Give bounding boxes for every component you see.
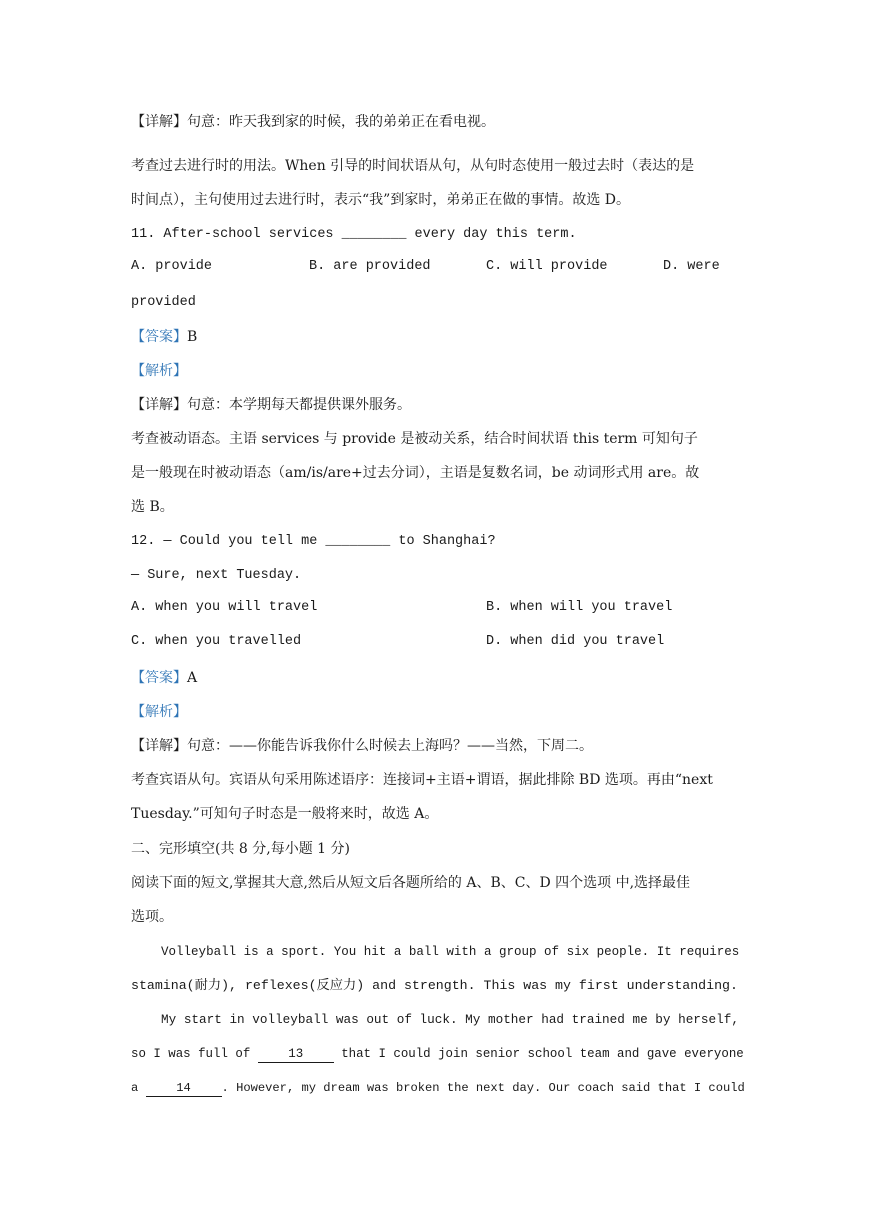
q11-option-a: A. provide — [131, 259, 213, 274]
q12-stem: 12. — Could you tell me ________ to Shanghai? — [131, 534, 496, 549]
passage-p2-line3 — [131, 1078, 745, 1098]
q11-option-d: D. were — [663, 259, 720, 274]
q10-explain-line2: 时间点），主句使用过去进行时，表示“我”到家时，弟弟正在做的事情。故选 D。 — [131, 192, 630, 208]
passage-p2-line1: My start in volleyball was out of luck. My mother had trained me by herself, — [161, 1012, 739, 1027]
q11-option-c: C. will provide — [486, 259, 608, 274]
q12-option-a: A. when you will travel — [131, 600, 318, 615]
q11-option-b: B. are provided — [309, 259, 431, 274]
q11-explain-line2: 是一般现在时被动语态（am/is/are+过去分词），主语是复数名词，be 动词形式用 are。故 — [131, 465, 700, 481]
q12-option-c: C. when you travelled — [131, 634, 302, 649]
passage-p1-line1: Volleyball is a sport. You hit a ball with a group of six people. It requires — [161, 945, 740, 959]
q12-option-b: B. when will you travel — [486, 600, 673, 615]
q12-reply: — Sure, next Tuesday. — [131, 568, 302, 583]
blank-13: 13 — [258, 1046, 334, 1063]
q11-answer-value: B — [187, 329, 198, 345]
passage-text: that I could join senior school team and gave everyone — [333, 1047, 744, 1061]
section2-instructions-line1: 阅读下面的短文,掌握其大意,然后从短文后各题所给的 A、B、C、D 四个选项 中,选择最佳 — [131, 875, 691, 891]
q10-detail: 【详解】句意：昨天我到家的时候，我的弟弟正在看电视。 — [131, 114, 495, 130]
q11-answer — [131, 327, 197, 347]
q12-analysis-tag: 【解析】 — [131, 704, 187, 720]
q12-answer-value: A — [187, 670, 198, 686]
q12-answer — [131, 668, 197, 688]
q11-explain-line3: 选 B。 — [131, 499, 174, 515]
passage-p2-line2 — [131, 1044, 744, 1064]
q11-explain-line1: 考查被动语态。主语 services 与 provide 是被动关系，结合时间状语 this term 可知句子 — [131, 431, 698, 447]
section2-instructions-line2: 选项。 — [131, 909, 173, 925]
blank-14: 14 — [146, 1080, 222, 1097]
section2-heading: 二、完形填空(共 8 分,每小题 1 分) — [131, 841, 350, 857]
q11-analysis-tag: 【解析】 — [131, 363, 187, 379]
q12-explain-line2: Tuesday.”可知句子时态是一般将来时，故选 A。 — [131, 806, 439, 822]
passage-text: . However, my dream was broken the next day. Our coach said that I could — [221, 1081, 745, 1095]
q11-detail: 【详解】句意：本学期每天都提供课外服务。 — [131, 397, 411, 413]
passage-text: so I was full of — [131, 1047, 258, 1061]
q12-answer-tag: 【答案】 — [131, 670, 187, 686]
q11-option-d-wrap: provided — [131, 295, 196, 310]
q12-detail: 【详解】句意：——你能告诉我你什么时候去上海吗？——当然，下周二。 — [131, 738, 593, 754]
passage-p1-line2: stamina(耐力), reflexes(反应力) and strength. This was my first understanding. — [131, 978, 738, 993]
q12-option-d: D. when did you travel — [486, 634, 665, 649]
q11-stem: 11. After-school services ________ every day this term. — [131, 227, 577, 242]
q11-answer-tag: 【答案】 — [131, 329, 187, 345]
q12-explain-line1: 考查宾语从句。宾语从句采用陈述语序：连接词+主语+谓语，据此排除 BD 选项。再由“next — [131, 772, 713, 788]
q10-explain-line1: 考查过去进行时的用法。When 引导的时间状语从句，从句时态使用一般过去时（表达的是 — [131, 158, 695, 174]
passage-text: a — [131, 1081, 146, 1095]
